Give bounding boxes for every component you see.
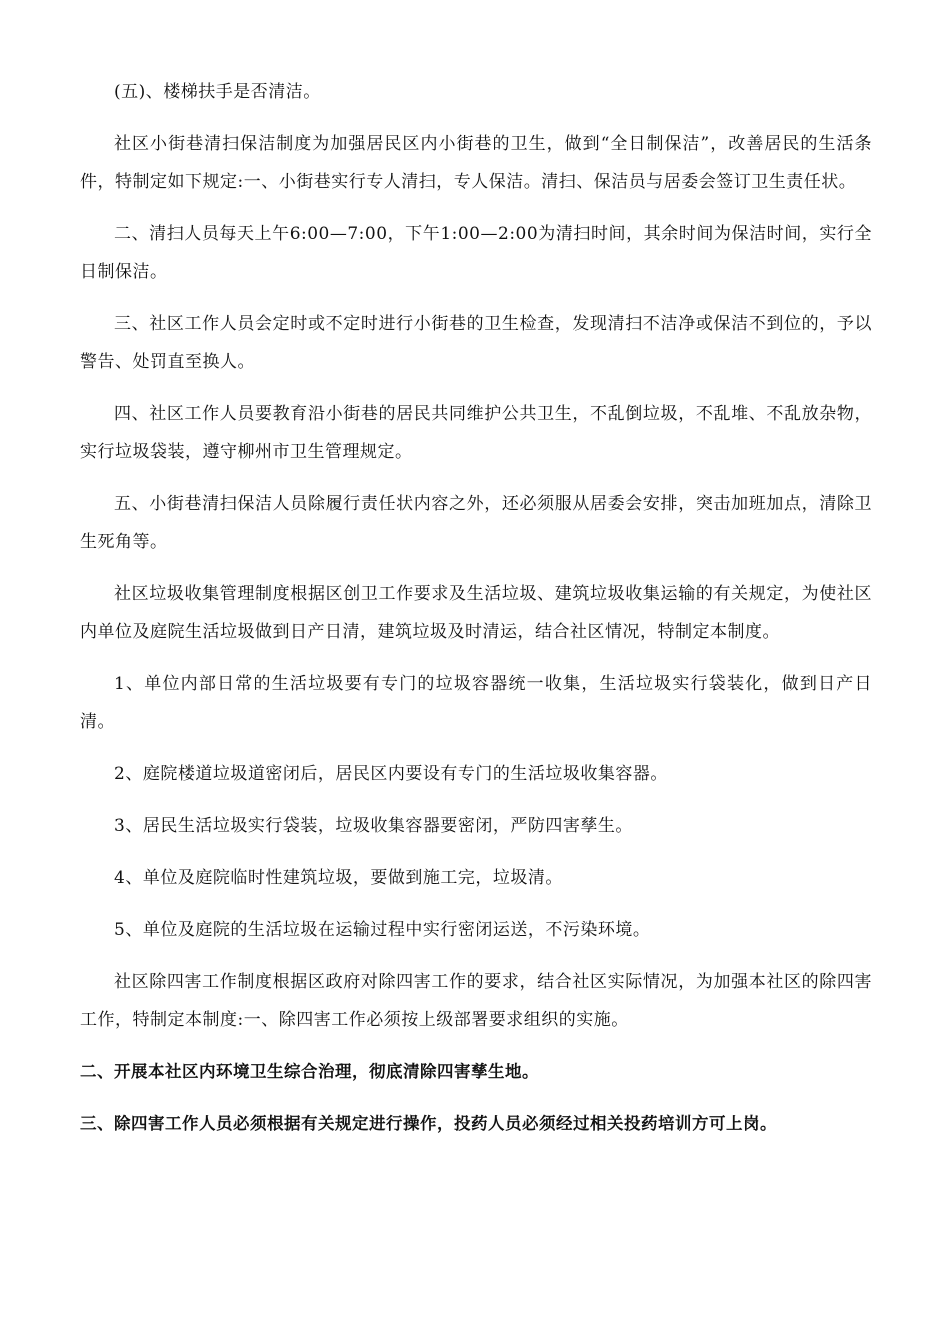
paragraph-stair-handrail: (五)、楼梯扶手是否清洁。 (114, 82, 321, 102)
paragraph-alley-cleaning-intro: 社区小街巷清扫保洁制度为加强居民区内小街巷的卫生，做到“全日制保洁”，改善居民的生活条件，特制定如下规定:一、小街巷实行专人清扫，专人保洁。清扫、保洁员与居委会签订卫生责任状。 (80, 134, 872, 192)
paragraph-pest-control-item-2: 二、开展本社区内环境卫生综合治理，彻底清除四害孳生地。 (80, 1062, 539, 1081)
paragraph-garbage-item-4: 4、单位及庭院临时性建筑垃圾，要做到施工完，垃圾清。 (114, 868, 563, 888)
paragraph-resident-education: 四、社区工作人员要教育沿小街巷的居民共同维护公共卫生，不乱倒垃圾，不乱堆、不乱放杂物，实行垃圾袋装，遵守柳州市卫生管理规定。 (80, 404, 872, 462)
paragraph-cleaner-duties: 五、小街巷清扫保洁人员除履行责任状内容之外，还必须服从居委会安排，突击加班加点，清除卫生死角等。 (80, 494, 872, 552)
paragraph-garbage-collection-intro: 社区垃圾收集管理制度根据区创卫工作要求及生活垃圾、建筑垃圾收集运输的有关规定，为使社区内单位及庭院生活垃圾做到日产日清，建筑垃圾及时清运，结合社区情况，特制定本制度。 (80, 584, 872, 642)
paragraph-garbage-item-5: 5、单位及庭院的生活垃圾在运输过程中实行密闭运送，不污染环境。 (114, 920, 651, 940)
document-body (80, 73, 872, 1143)
paragraph-garbage-item-2: 2、庭院楼道垃圾道密闭后，居民区内要设有专门的生活垃圾收集容器。 (114, 764, 668, 784)
paragraph-inspection: 三、社区工作人员会定时或不定时进行小街巷的卫生检查，发现清扫不洁净或保洁不到位的，予以警告、处罚直至换人。 (80, 314, 872, 372)
paragraph-cleaning-schedule: 二、清扫人员每天上午6:00—7:00，下午1:00—2:00为清扫时间，其余时间为保洁时间，实行全日制保洁。 (80, 224, 872, 282)
paragraph-pest-control-intro: 社区除四害工作制度根据区政府对除四害工作的要求，结合社区实际情况，为加强本社区的除四害工作，特制定本制度:一、除四害工作必须按上级部署要求组织的实施。 (80, 972, 872, 1030)
paragraph-pest-control-item-3: 三、除四害工作人员必须根据有关规定进行操作，投药人员必须经过相关投药培训方可上岗。 (80, 1114, 777, 1133)
paragraph-garbage-item-1: 1、单位内部日常的生活垃圾要有专门的垃圾容器统一收集，生活垃圾实行袋装化，做到日产日清。 (80, 674, 872, 732)
paragraph-garbage-item-3: 3、居民生活垃圾实行袋装，垃圾收集容器要密闭，严防四害孳生。 (114, 816, 633, 836)
